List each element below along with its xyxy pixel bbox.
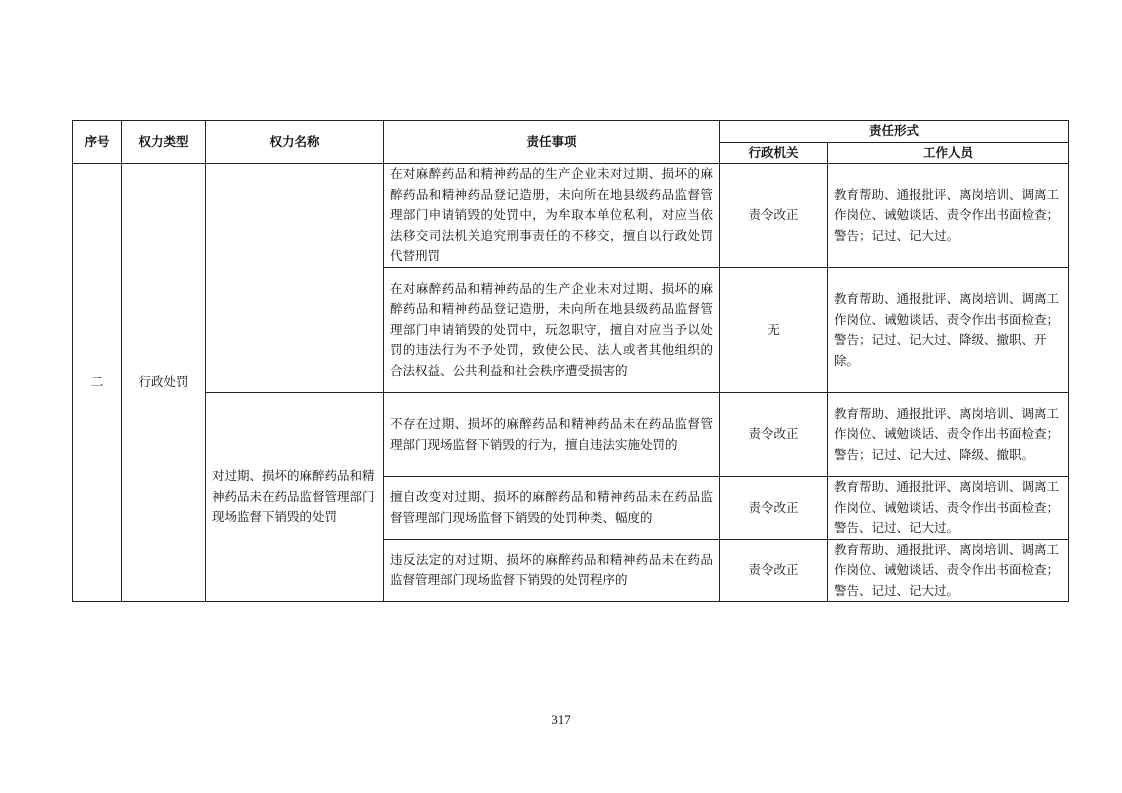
cell-seq: 二 bbox=[73, 164, 122, 602]
cell-matter: 不存在过期、损坏的麻醉药品和精神药品未在药品监督管理部门现场监督下销毁的行为，擅自违法实施处罚的 bbox=[384, 393, 720, 477]
page-number: 317 bbox=[551, 712, 571, 727]
cell-matter: 在对麻醉药品和精神药品的生产企业未对过期、损坏的麻醉药品和精神药品登记造册，未向所在地县级药品监督管理部门申请销毁的处罚中，玩忽职守，擅自对应当予以处罚的违法行为不予处罚，致使公民、法人或者其他组织的合法权益、公共利益和社会秩序遭受损害的 bbox=[384, 268, 720, 393]
cell-power-type: 行政处罚 bbox=[122, 164, 206, 602]
header-seq: 序号 bbox=[73, 121, 122, 164]
cell-staff: 教育帮助、通报批评、离岗培训、调离工作岗位、诫勉谈话、责令作出书面检查；警告；记过、记大过。 bbox=[828, 164, 1069, 268]
cell-agency: 责令改正 bbox=[720, 164, 828, 268]
cell-power-name: 对过期、损坏的麻醉药品和精神药品未在药品监督管理部门现场监督下销毁的处罚 bbox=[206, 393, 384, 602]
cell-matter: 违反法定的对过期、损坏的麻醉药品和精神药品未在药品监督管理部门现场监督下销毁的处罚程序的 bbox=[384, 539, 720, 602]
responsibility-table bbox=[72, 120, 1069, 602]
header-row-top bbox=[73, 121, 1069, 143]
header-staff: 工作人员 bbox=[828, 142, 1069, 164]
cell-agency: 无 bbox=[720, 268, 828, 393]
cell-agency: 责令改正 bbox=[720, 393, 828, 477]
cell-staff: 教育帮助、通报批评、离岗培训、调离工作岗位、诫勉谈话、责令作出书面检查；警告、记过、记大过。 bbox=[828, 539, 1069, 602]
table-row bbox=[73, 393, 1069, 477]
table-row bbox=[73, 164, 1069, 268]
cell-matter: 擅自改变对过期、损坏的麻醉药品和精神药品未在药品监督管理部门现场监督下销毁的处罚种类、幅度的 bbox=[384, 477, 720, 540]
cell-matter: 在对麻醉药品和精神药品的生产企业未对过期、损坏的麻醉药品和精神药品登记造册，未向所在地县级药品监督管理部门申请销毁的处罚中，为牟取本单位私利，对应当依法移交司法机关追究刑事责任的不移交，擅自以行政处罚代替刑罚 bbox=[384, 164, 720, 268]
cell-agency: 责令改正 bbox=[720, 477, 828, 540]
header-power-name: 权力名称 bbox=[206, 121, 384, 164]
header-responsibility-matter: 责任事项 bbox=[384, 121, 720, 164]
cell-power-name-empty bbox=[206, 164, 384, 393]
cell-staff: 教育帮助、通报批评、离岗培训、调离工作岗位、诫勉谈话、责令作出书面检查；警告、记过、记大过。 bbox=[828, 477, 1069, 540]
cell-agency: 责令改正 bbox=[720, 539, 828, 602]
cell-staff: 教育帮助、通报批评、离岗培训、调离工作岗位、诫勉谈话、责令作出书面检查；警告；记过、记大过、降级、撤职、开除。 bbox=[828, 268, 1069, 393]
header-agency: 行政机关 bbox=[720, 142, 828, 164]
header-responsibility-form: 责任形式 bbox=[720, 121, 1069, 143]
cell-staff: 教育帮助、通报批评、离岗培训、调离工作岗位、诫勉谈话、责令作出书面检查；警告；记过、记大过、降级、撤职。 bbox=[828, 393, 1069, 477]
header-power-type: 权力类型 bbox=[122, 121, 206, 164]
